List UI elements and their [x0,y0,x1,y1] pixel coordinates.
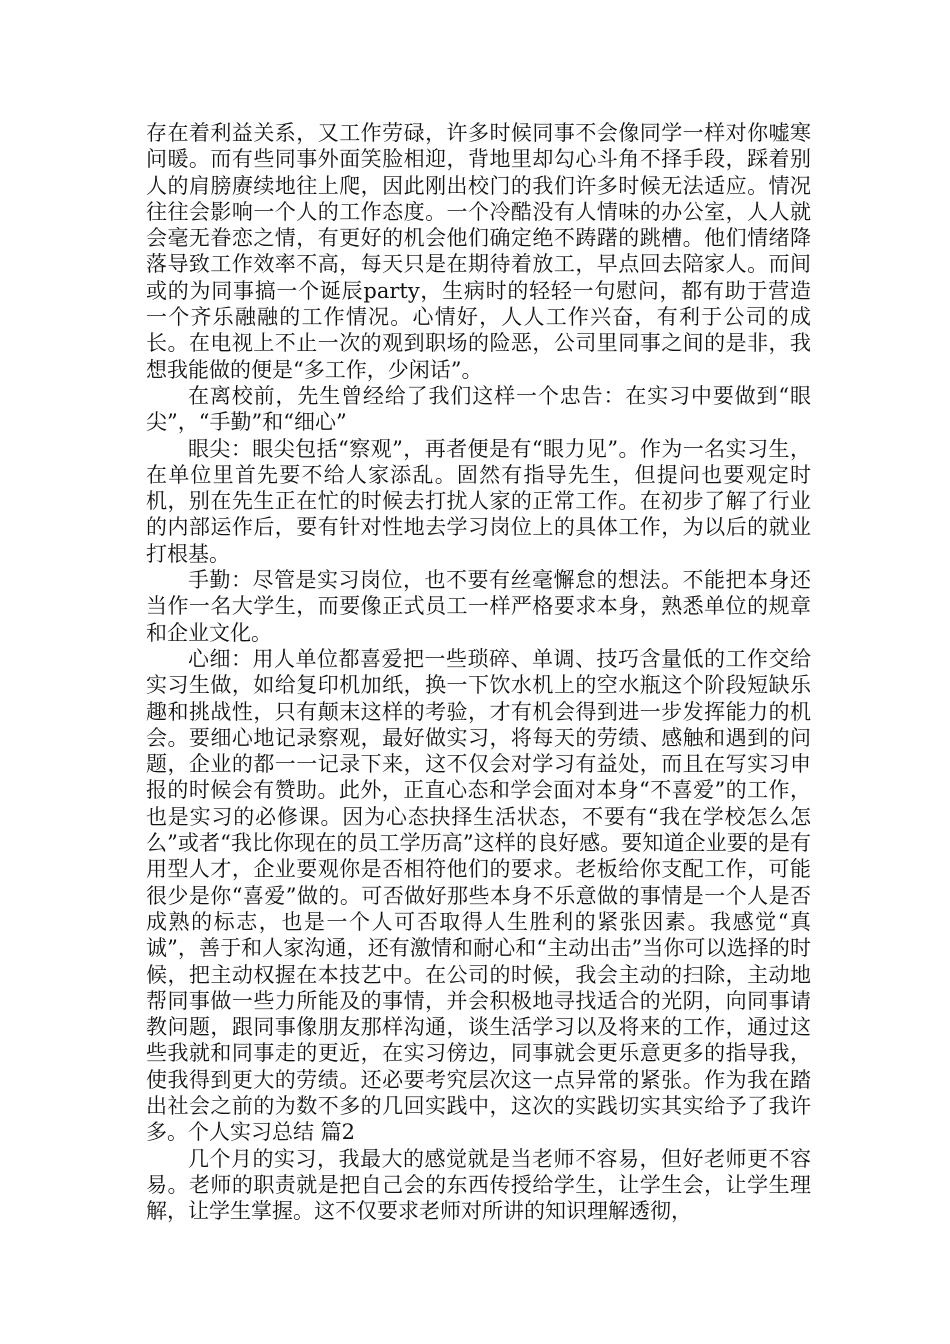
paragraph-advice: 在离校前，先生曾经给了我们这样一个忠告：在实习中要做到“眼尖”，“手勤”和“细心” [146,383,811,435]
document-body [146,120,811,1224]
paragraph-teaching: 几个月的实习，我最大的感觉就是当老师不容易，但好老师更不容易。老师的职责就是把自己会的东西传授给学生，让学生会，让学生理解，让学生掌握。这不仅要求老师对所讲的知识理解透彻， [146,1146,811,1224]
paragraph-continued: 存在着利益关系，又工作劳碌，许多时候同事不会像同学一样对你嘘寒问暖。而有些同事外面笑脸相迎，背地里却勾心斗角不择手段，踩着别人的肩膀赓续地往上爬，因此刚出校门的我们许多时候无法适应。情况往往会影响一个人的工作态度。一个冷酷没有人情味的办公室，人人就会毫无眷恋之情，有更好的机会他们确定绝不踌躇的跳槽。他们情绪降落导致工作效率不高，每天只是在期待着放工，早点回去陪家人。而间或的为同事搞一个诞辰party，生病时的轻轻一句慰问，都有助于营造一个齐乐融融的工作情况。心情好，人人工作兴奋，有利于公司的成长。在电视上不止一次的观到职场的险恶，公司里同事之间的是非，我想我能做的便是“多工作，少闲话”。 [146,121,811,382]
paragraph-carefulness: 心细：用人单位都喜爱把一些琐碎、单调、技巧含量低的工作交给实习生做，如给复印机加纸，换一下饮水机上的空水瓶这个阶段短缺乐趣和挑战性，只有颠末这样的考验，才有机会得到进一步发挥能力的机会。要细心地记录察观，最好做实习，将每天的劳绩、感触和遇到的问题，企业的都一一记录下来，这不仅会对学习有益处，而且在写实习申报的时候会有赞助。此外，正直心态和学会面对本身“不喜爱”的工作，也是实习的必修课。因为心态抉择生活状态，不要有“我在学校怎么怎么”或者“我比你现在的员工学历高”这样的良好感。要知道企业要的是有用型人才，企业要观你是否相符他们的要求。老板给你支配工作，可能很少是你“喜爱”做的。可否做好那些本身不乐意做的事情是一个人是否成熟的标志，也是一个人可否取得人生胜利的紧张因素。我感觉“真诚”，善于和人家沟通，还有激情和耐心和“主动出击”当你可以选择的时候，把主动权握在本技艺中。在公司的时候，我会主动的扫除，主动地帮同事做一些力所能及的事情，并会积极地寻找适合的光阴，向同事请教问题，跟同事像朋友那样沟通，谈生活学习以及将来的工作，通过这些我就和同事走的更近，在实习傍边，同事就会更乐意更多的指导我，使我得到更大的劳绩。还必要考究层次这一点异常的紧张。作为我在踏出社会之前的为数不多的几回实践中，这次的实践切实其实给予了我许多。个人实习总结 篇2 [146,646,811,1145]
paragraph-sharp-eyes: 眼尖：眼尖包括“察观”，再者便是有“眼力见”。作为一名实习生，在单位里首先要不给人家添乱。固然有指导先生，但提问也要观定时机，别在先生正在忙的时候去打扰人家的正常工作。在初步了解了行业的内部运作后，要有针对性地去学习岗位上的具体工作，为以后的就业打根基。 [146,436,811,566]
paragraph-diligent-hands: 手勤：尽管是实习岗位，也不要有丝毫懈怠的想法。不能把本身还当作一名大学生，而要像正式员工一样严格要求本身，熟悉单位的规章和企业文化。 [146,568,811,645]
